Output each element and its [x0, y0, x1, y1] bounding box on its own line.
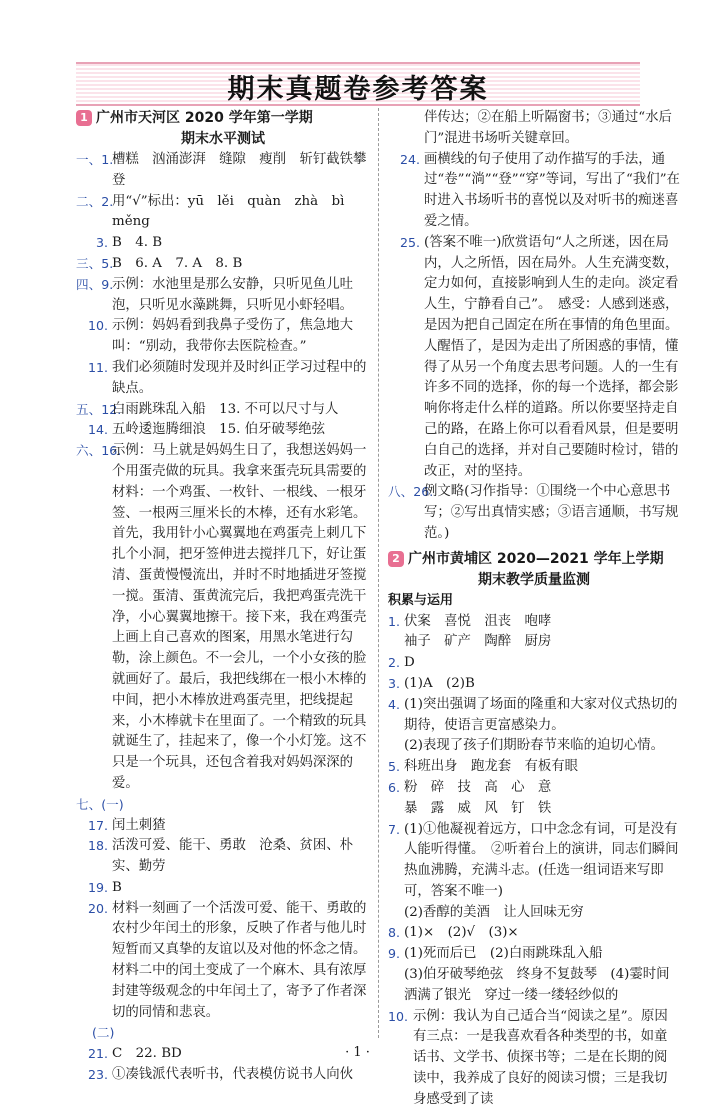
answer-text: 示例：马上就是妈妈生日了，我想送妈妈一个用蛋壳做的玩具。我拿来蛋壳玩具需要的材料：一个鸡蛋、一枚针、一根线、一根牙签、一根两三厘米长的木棒，还有水彩笔。首先，我用针小心翼翼地在鸡蛋壳上刺几下扎个小洞，把牙签伸进去搅拌几下，好让蛋清、蛋黄慢慢流出，并时不时地插进牙签搅一搅。蛋清、蛋黄流完后，我把鸡蛋壳洗干净，小心翼翼地擦干。接下来，我在鸡蛋壳上画上自己喜欢的图案，用黑水笔进行勾勒，涂上颜色。不一会儿，一个小女孩的脸就画好了。最后，我把线绑在一根小木棒的中间，把小木棒放进鸡蛋壳里，把线提起来，小木棒就卡在里面了。一个精致的玩具就诞生了，挂起来了，像一个小灯笼。这不只是一个玩具，还包含着我对妈妈深深的爱。: [112, 443, 367, 791]
question-number: 3.: [388, 675, 401, 691]
answer-item: [76, 836, 370, 878]
question-number: 10.: [87, 318, 108, 334]
section-subtitle: 期末水平测试: [181, 131, 265, 147]
page-number: · 1 ·: [345, 1045, 370, 1060]
answer-item: [76, 816, 370, 837]
answer-item: [388, 757, 680, 778]
answer-text: (1)× (2)√ (3)×: [404, 925, 519, 941]
answer-item: [76, 899, 370, 961]
answer-text: ①凑钱派代表听书，代表模仿说书人向伙: [112, 1067, 354, 1083]
answer-text: 伏案 喜悦 沮丧 咆哮 袖子 矿产 陶醉 厨房: [404, 613, 552, 650]
section-number-badge: 2: [388, 551, 404, 567]
answer-text: 白雨跳珠乱入船 13. 不可以尺寸与人: [112, 401, 339, 417]
answer-text: (1)突出强调了场面的隆重和大家对仪式热切的期待，使语言更富感染力。 (2)表现了孩子们期盼春节来临的迫切心情。: [404, 696, 678, 754]
section-2-header: [388, 549, 680, 570]
answer-item: [388, 944, 680, 1006]
column-divider: [378, 108, 379, 1038]
answer-text: (答案不唯一)欣赏语句“人之所迷，因在局内，人之所悟，因在局外。人生充满变数，定力如何，直接影响到人生的走向。淡定看人生，宁静看自己”。 感受：人感到迷惑，是因为把自己固定在所在事情的角色里面。人醒悟了，是因为走出了所困惑的事情，懂得了从另一个角度去思考问题。人的一生有许多不同的选择，你的每一个选择，都会影响你将走什么样的道路。所以你要坚持走自己的路，在路上你可以看看风景，但是要明白自己的选择，并对自己要随时检讨，错的改正，对的坚持。: [424, 234, 679, 479]
answer-text: (1)死而后已 (2)白雨跳珠乱入船 (3)伯牙破琴绝弦 终身不复鼓琴 (4)霎时间洒满了银光 穿过一缕一缕轻纱似的: [404, 946, 670, 1003]
answer-text: 例文略(习作指导：①围绕一个中心意思书写；②写出真情实感；③语言通顺，书写规范。): [424, 484, 679, 541]
left-column: [76, 108, 370, 1086]
question-number: [76, 961, 112, 1023]
question-number: [388, 108, 424, 150]
continuation-line: (2)表现了孩子们期盼春节来临的迫切心情。: [404, 738, 664, 754]
answer-item: [76, 1023, 370, 1044]
question-number: 二、2.: [76, 193, 114, 209]
answer-item: [388, 653, 680, 674]
answer-item: [388, 150, 680, 233]
answer-text: 粉 碎 技 高 心 意 暴 露 威 风 钉 铁: [404, 779, 552, 816]
answer-text: (1)①他凝视着远方，口中念念有词，可是没有人能听得懂。 ②听着台上的演讲，同志们瞬间热血沸腾，充满斗志。(任选一组词语来写即可，答案不唯一) (2)香醇的美酒 让人回味无穷: [404, 821, 679, 920]
answer-item: [76, 150, 370, 192]
question-number: 三、5.: [76, 255, 114, 271]
answer-item: [388, 695, 680, 757]
answer-item: [76, 441, 370, 795]
answer-text: 科班出身 跑龙套 有板有眼: [404, 759, 579, 775]
answer-item: [76, 192, 370, 234]
answer-item: [76, 1065, 370, 1086]
answer-text: 用“√”标出：yū lěi quàn zhà bì měng: [112, 193, 358, 230]
question-number: 5.: [388, 759, 401, 775]
answer-item: [388, 612, 680, 654]
answer-item: [76, 420, 370, 441]
answer-item: [388, 778, 680, 820]
question-number: 4.: [388, 696, 401, 712]
continuation-line: (2)香醇的美酒 让人回味无穷: [404, 904, 584, 920]
title-banner: [76, 62, 640, 106]
answer-item: [76, 795, 370, 816]
answer-text: (1)A (2)B: [404, 675, 475, 691]
question-number: 七、(一): [76, 796, 124, 812]
answer-text: B 6. A 7. A 8. B: [112, 255, 243, 271]
answer-text: 活泼可爱、能干、勇敢 沧桑、贫困、朴实、勤劳: [112, 838, 354, 875]
answer-text: [136, 795, 370, 816]
question-number: 20.: [87, 900, 108, 916]
answer-item: [76, 316, 370, 358]
question-number: 9.: [388, 946, 401, 962]
right-column: [388, 108, 680, 1111]
question-number: 一、1.: [76, 152, 114, 167]
answer-text: B: [112, 879, 122, 895]
question-number: 2.: [388, 655, 401, 671]
question-number: 五、12.: [76, 401, 122, 417]
question-number: 10.: [388, 1008, 409, 1024]
answer-text: 材料一刻画了一个活泼可爱、能干、勇敢的农村少年闰土的形象，反映了作者与他儿时短暂而又真挚的友谊以及对他的怀念之情。: [112, 900, 367, 958]
question-number: 25.: [399, 234, 420, 250]
question-number: 11.: [87, 359, 108, 375]
answer-item: [388, 923, 680, 944]
section-number-badge: 1: [76, 110, 92, 126]
section-title: 广州市黄埔区 2020—2021 学年上学期: [408, 550, 664, 567]
answer-item: [76, 400, 370, 421]
question-number: 18.: [87, 838, 108, 854]
question-number: 7.: [388, 821, 401, 837]
continuation-line: 暴 露 威 风 钉 铁: [404, 800, 552, 816]
question-number: 17.: [87, 817, 108, 833]
question-number: 六、16.: [76, 443, 122, 459]
question-number: (二): [92, 1025, 115, 1041]
section-1-header: [76, 108, 370, 129]
answer-text: 我们必须随时发现并及时纠正学习过程中的缺点。: [112, 359, 367, 396]
answer-item: [76, 878, 370, 899]
answer-item: [76, 961, 370, 1023]
answer-item: [76, 358, 370, 400]
question-number: 14.: [87, 422, 108, 438]
continuation-line: 袖子 矿产 陶醉 厨房: [404, 634, 552, 650]
answer-item: [388, 820, 680, 924]
answer-item: [76, 254, 370, 275]
question-number: 23.: [87, 1067, 108, 1083]
answer-text: 示例：妈妈看到我鼻子受伤了，焦急地大叫：“别动，我带你去医院检查。”: [112, 318, 354, 355]
question-number: 6.: [388, 779, 401, 795]
answer-text: C 22. BD: [112, 1046, 182, 1062]
answer-item: [76, 233, 370, 254]
question-number: 24.: [399, 151, 420, 167]
question-number: 1.: [388, 613, 401, 629]
answer-text: 五岭逶迤腾细浪 15. 伯牙破琴绝弦: [112, 422, 326, 438]
answer-text: 示例：我认为自己适合当“阅读之星”。原因有三点：一是我喜欢看各种类型的书，如童话书、文学书、侦探书等；二是在长期的阅读中，我养成了良好的阅读习惯；三是我切身感受到了读: [413, 1008, 668, 1107]
question-number: 19.: [87, 879, 108, 895]
answer-text: 槽糕 汹涌澎湃 缝隙 瘦削 斩钉截铁攀登: [112, 152, 367, 188]
answer-item: [388, 108, 680, 150]
answer-text: 材料二中的闰土变成了一个麻木、具有浓厚封建等级观念的中年闰土了，寄予了作者深切的同情和悲哀。: [112, 963, 367, 1020]
answer-text: 伴传达；②在船上听隔窗书；③通过“水后门”混进书场听关键章回。: [424, 110, 672, 146]
answer-text: 画横线的句子使用了动作描写的手法，通过“卷”“淌”“登”“穿”等词，写出了“我们”在时进入书场听书的喜悦以及对听书的痴迷喜爱之情。: [424, 151, 680, 229]
answer-item: [388, 674, 680, 695]
answer-text: D: [404, 655, 415, 671]
question-number: 八、26.: [388, 484, 434, 500]
answer-item: [388, 233, 680, 483]
page-title: 期末真题卷参考答案: [227, 74, 489, 105]
category-heading: 积累与运用: [388, 592, 454, 608]
answer-text: 闰土刺猹: [112, 817, 166, 833]
question-number: 四、9.: [76, 276, 114, 292]
answer-item: [76, 275, 370, 317]
answer-text: B 4. B: [112, 235, 163, 251]
answer-text: [128, 1023, 370, 1044]
question-number: 3.: [95, 235, 108, 251]
section-title: 广州市天河区 2020 学年第一学期: [96, 110, 313, 126]
section-subtitle: 期末教学质量监测: [478, 571, 590, 588]
question-number: 21.: [87, 1046, 108, 1062]
answer-text: 示例：水池里是那么安静，只听见鱼儿吐泡，只听见水藻跳舞，只听见小虾轻唱。: [112, 276, 354, 313]
question-number: 8.: [388, 925, 401, 941]
answer-item: [388, 482, 680, 544]
continuation-line: (3)伯牙破琴绝弦 终身不复鼓琴 (4)霎时间洒满了银光 穿过一缕一缕轻纱似的: [404, 967, 670, 1003]
